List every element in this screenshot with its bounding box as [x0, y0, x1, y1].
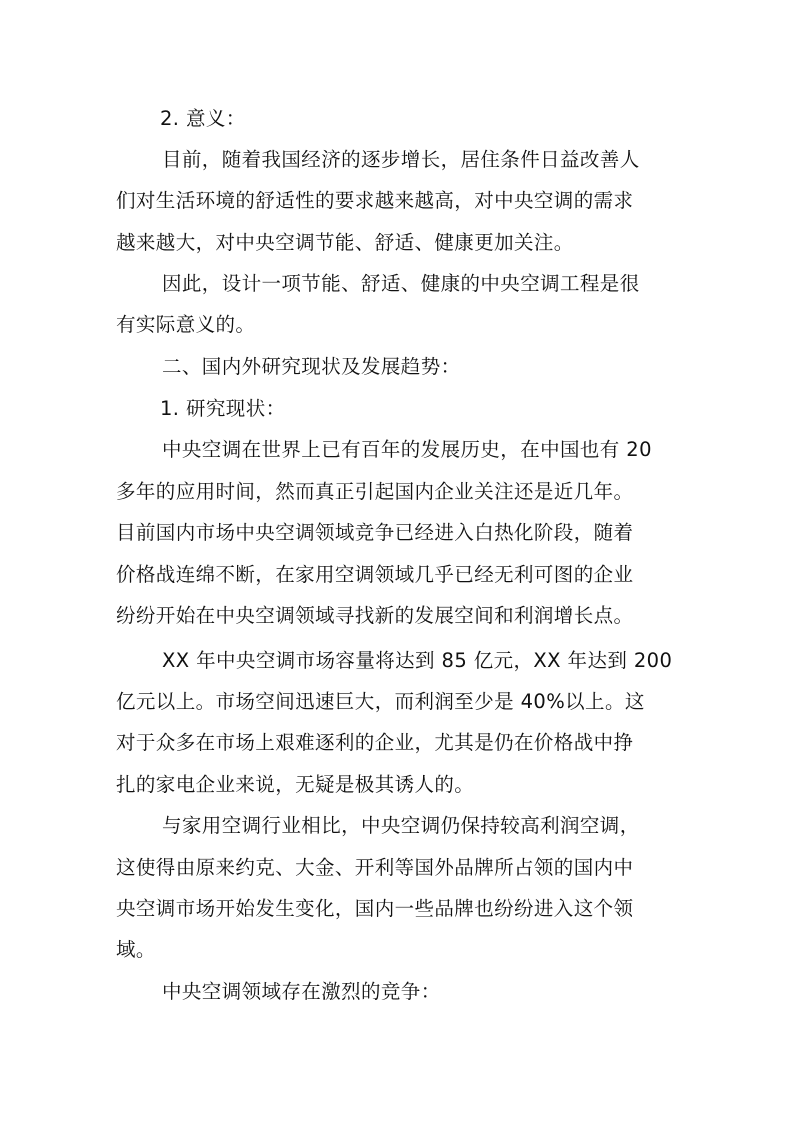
paragraph-line: 目前，随着我国经济的逐步增长，居住条件日益改善人 — [162, 148, 640, 171]
paragraph-line: 价格战连绵不断，在家用空调领域几乎已经无利可图的企业 — [116, 563, 634, 586]
subsection-heading: 1. 研究现状： — [160, 397, 286, 420]
paragraph-line: 中央空调在世界上已有百年的发展历史，在中国也有 20 — [162, 438, 652, 461]
paragraph-line: 越来越大，对中央空调节能、舒适、健康更加关注。 — [116, 231, 574, 254]
paragraph-line: 与家用空调行业相比，中央空调仍保持较高利润空调， — [162, 814, 640, 837]
paragraph-line: 对于众多在市场上艰难逐利的企业，尤其是仍在价格战中挣 — [116, 731, 634, 754]
paragraph-line: 这使得由原来约克、大金、开利等国外品牌所占领的国内中 — [116, 856, 634, 879]
paragraph-line: 多年的应用时间，然而真正引起国内企业关注还是近几年。 — [116, 480, 634, 503]
paragraph-line: 扎的家电企业来说，无疑是极其诱人的。 — [116, 773, 475, 796]
paragraph-line: 亿元以上。市场空间迅速巨大，而利润至少是 40%以上。这 — [116, 690, 645, 713]
paragraph-line: 纷纷开始在中央空调领域寻找新的发展空间和利润增长点。 — [116, 604, 634, 627]
paragraph-line: 因此，设计一项节能、舒适、健康的中央空调工程是很 — [162, 272, 640, 295]
paragraph-line: 们对生活环境的舒适性的要求越来越高，对中央空调的需求 — [116, 189, 634, 212]
paragraph-line: 域。 — [116, 938, 156, 961]
paragraph-line: 中央空调领域存在激烈的竞争： — [162, 980, 441, 1003]
paragraph-line: 目前国内市场中央空调领域竞争已经进入白热化阶段，随着 — [116, 521, 634, 544]
paragraph-line: XX 年中央空调市场容量将达到 85 亿元，XX 年达到 200 — [162, 649, 673, 672]
paragraph-line: 央空调市场开始发生变化，国内一些品牌也纷纷进入这个领 — [116, 897, 634, 920]
heading-significance: 2. 意义： — [160, 107, 246, 130]
section-heading: 二、国内外研究现状及发展趋势： — [162, 355, 461, 378]
paragraph-line: 有实际意义的。 — [116, 313, 256, 336]
